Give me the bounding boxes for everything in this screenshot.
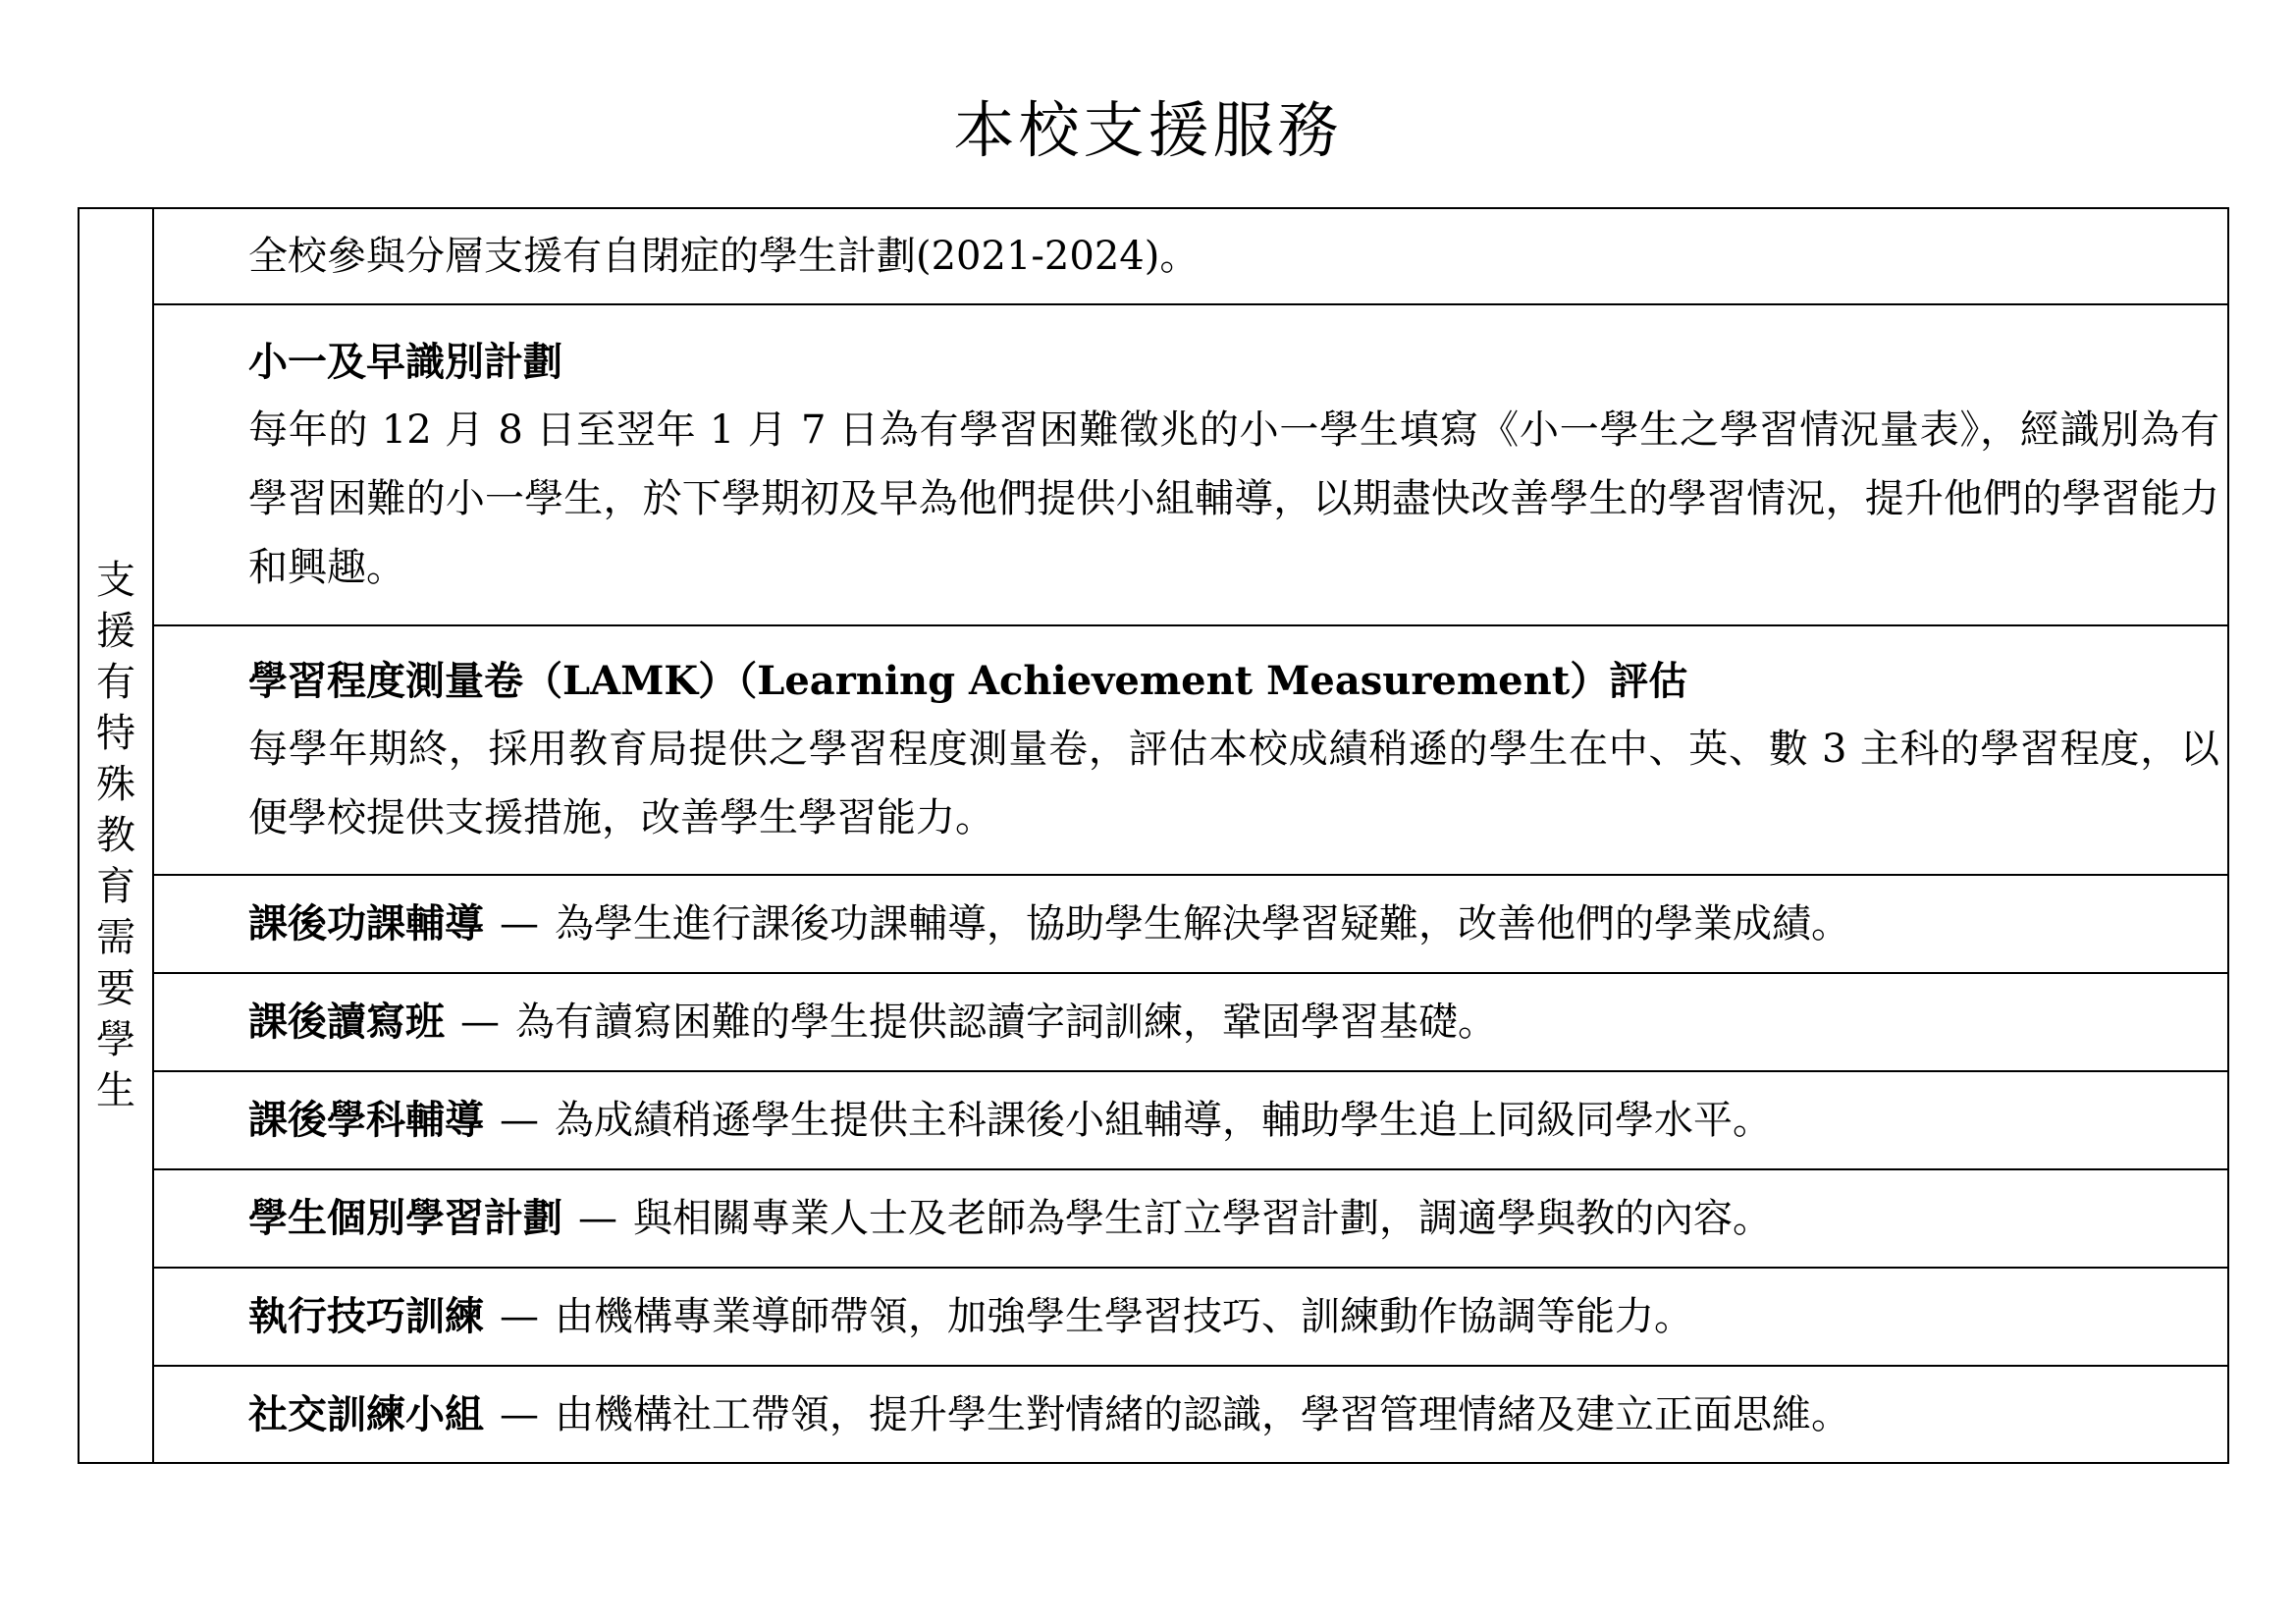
item-dash: —	[500, 901, 539, 947]
table-row	[79, 625, 2228, 875]
item-cell	[153, 1268, 2228, 1366]
p1-cell	[153, 304, 2228, 625]
item-cell	[153, 1071, 2228, 1169]
item-dash: —	[578, 1196, 617, 1241]
item-cell	[153, 973, 2228, 1071]
side-label: 支援有特殊教育需要學生	[96, 558, 135, 1113]
page-title: 本校支援服務	[953, 94, 1343, 166]
table-row	[79, 973, 2228, 1071]
lamk-cell	[153, 625, 2228, 875]
item-desc: 為學生進行課後功課輔導，協助學生解決學習疑難，改善他們的學業成績。	[555, 901, 1850, 947]
item-dash: —	[500, 1391, 539, 1437]
item-line	[154, 892, 2227, 956]
item-dash: —	[460, 1000, 500, 1045]
table-row	[79, 1169, 2228, 1268]
item-dash: —	[500, 1098, 539, 1143]
item-title: 課後功課輔導	[248, 900, 484, 947]
p1-block	[154, 329, 2227, 602]
item-cell	[153, 1366, 2228, 1463]
table-row	[79, 1366, 2228, 1463]
item-desc: 由機構專業導師帶領，加強學生學習技巧、訓練動作協調等能力。	[555, 1294, 1693, 1339]
support-services-table	[78, 207, 2229, 1464]
table-row	[79, 875, 2228, 973]
item-title: 課後讀寫班	[248, 999, 445, 1045]
item-dash: —	[500, 1294, 539, 1339]
intro-text: 全校參與分層支援有自閉症的學生計劃(2021-2024)。	[248, 234, 1200, 279]
item-line	[154, 990, 2227, 1055]
table-row	[79, 1268, 2228, 1366]
lamk-block	[154, 648, 2227, 852]
item-cell	[153, 1169, 2228, 1268]
item-cell	[153, 875, 2228, 973]
item-desc: 與相關專業人士及老師為學生訂立學習計劃，調適學與教的內容。	[633, 1196, 1772, 1241]
lamk-heading: 學習程度測量卷（LAMK）（Learning Achievement Measurement）評估	[248, 658, 1688, 704]
item-title: 學生個別學習計劃	[248, 1195, 562, 1241]
table-row	[79, 304, 2228, 625]
p1-body: 每年的 12 月 8 日至翌年 1 月 7 日為有學習困難徵兆的小一學生填寫《小一學生之學習情況量表》，經識別為有學習困難的小一學生，於下學期初及早為他們提供小組輔導，以期盡快改善學生的學習情況，提升他們的學習能力和興趣。	[248, 406, 2219, 590]
item-line	[154, 1284, 2227, 1349]
item-title: 課後學科輔導	[248, 1097, 484, 1143]
item-line	[154, 1186, 2227, 1251]
item-title: 社交訓練小組	[248, 1390, 484, 1437]
item-desc: 由機構社工帶領，提升學生對情緒的認識，學習管理情緒及建立正面思維。	[555, 1391, 1850, 1437]
lamk-body: 每學年期終，採用教育局提供之學習程度測量卷，評估本校成績稍遜的學生在中、英、數 3 主科的學習程度，以便學校提供支援措施，改善學生學習能力。	[248, 727, 2219, 840]
p1-heading: 小一及早識別計劃	[248, 338, 562, 385]
item-desc: 為有讀寫困難的學生提供認讀字詞訓練，鞏固學習基礎。	[515, 1000, 1497, 1045]
side-label-cell	[79, 208, 153, 1463]
intro-cell	[153, 208, 2228, 304]
item-line	[154, 1382, 2227, 1447]
item-title: 執行技巧訓練	[248, 1293, 484, 1339]
table-row	[79, 1071, 2228, 1169]
item-desc: 為成績稍遜學生提供主科課後小組輔導，輔助學生追上同級同學水平。	[555, 1098, 1772, 1143]
item-line	[154, 1088, 2227, 1153]
table-row	[79, 208, 2228, 304]
